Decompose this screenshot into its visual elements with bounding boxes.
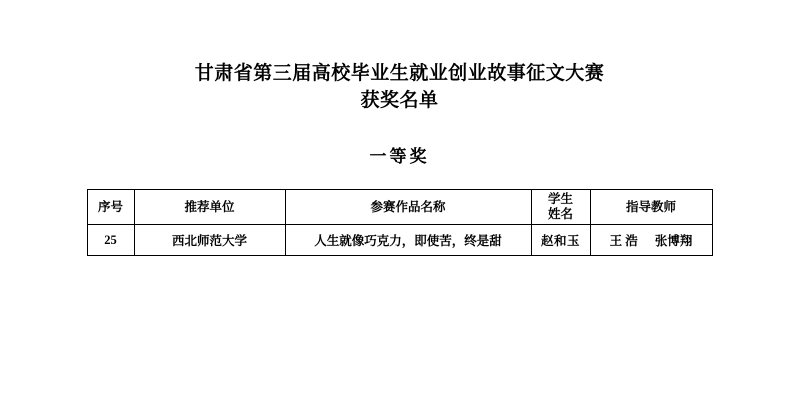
column-header-student-line-2: 姓名 [547,207,573,221]
teacher-name-2: 张博翔 [654,234,693,248]
column-header-work: 参赛作品名称 [285,190,531,225]
table-header [87,190,712,225]
cell-work: 人生就像巧克力，即使苦，终是甜 [285,225,531,256]
cell-teacher [590,225,712,256]
award-level-heading: 一等奖 [369,147,430,166]
table-header-row [87,190,712,225]
table-row [87,225,712,256]
column-header-unit: 推荐单位 [134,190,285,225]
cell-student: 赵和玉 [531,225,590,256]
award-table-wrapper [0,189,799,256]
column-header-teacher: 指导教师 [590,190,712,225]
column-header-student-line-1: 学生 [547,192,573,206]
column-header-student [531,190,590,225]
page-title-line-2: 获奖名单 [360,90,439,111]
teacher-name-1: 王 浩 [609,234,638,248]
title-block [0,0,799,114]
cell-no: 25 [87,225,134,256]
page-title-line-1: 甘肃省第三届高校毕业生就业创业故事征文大赛 [194,63,605,84]
award-table [87,189,713,256]
column-header-no: 序号 [87,190,134,225]
cell-unit: 西北师范大学 [134,225,285,256]
table-body [87,225,712,256]
